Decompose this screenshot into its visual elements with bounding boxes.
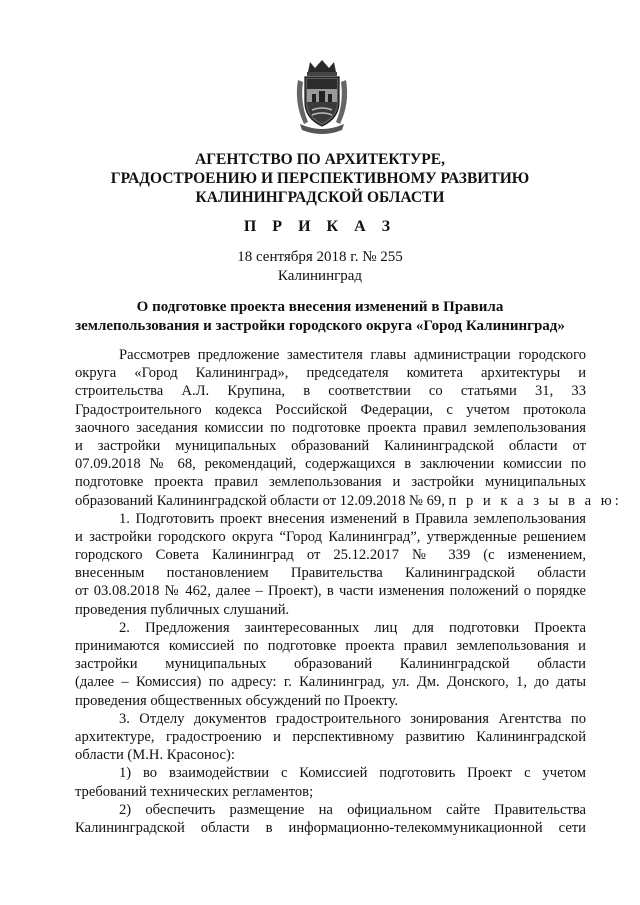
item-1-line: 1. Подготовить проект внесения изменений в Правила землепользования (119, 510, 586, 527)
document-body (75, 346, 622, 837)
coat-of-arms-emblem (292, 58, 352, 134)
agency-name-line: КАЛИНИНГРАДСКОЙ ОБЛАСТИ (195, 189, 445, 206)
item-1-line: и застройки городского округа “Город Калининград”, утвержденные решением (75, 528, 586, 545)
item-2-line: 2. Предложения заинтересованных лиц для подготовки Проекта (119, 619, 586, 636)
kaliningrad-coat-of-arms-icon (292, 58, 352, 134)
item-3-2-line: Калининградской области в информационно-телекоммуникационной сети (75, 819, 586, 836)
body-line: Рассмотрев предложение заместителя главы администрации городского (119, 347, 586, 363)
item-3-line: архитектуре, градостроению и перспективному развитию Калининградской (75, 728, 586, 745)
agency-name-line: ГРАДОСТРОЕНИЮ И ПЕРСПЕКТИВНОМУ РАЗВИТИЮ (110, 170, 530, 187)
item-3-line: области (М.Н. Красонос): (75, 747, 235, 764)
document-city: Калининград (277, 268, 363, 284)
item-1-line: внесенным постановлением Правительства Калининградской области (75, 565, 586, 582)
item-3-1-line: требований технических регламентов; (75, 783, 314, 800)
item-2-line: проведения общественных обсуждений по Проекту. (75, 692, 398, 709)
document-type-heading: П Р И К А З (243, 218, 397, 235)
item-2-line: (далее – Комиссия) по адресу: г. Калининград, ул. Дм. Донского, 1, до даты (75, 674, 586, 691)
intro-last-text: образований Калининградской области от 12.09.2018 № 69, (75, 492, 445, 509)
order-word: п р и к а з ы в а ю: (448, 492, 622, 509)
body-line: и застройки муниципальных образований Калининградской области от (75, 437, 586, 454)
item-1-line: от 03.08.2018 № 462, далее – Проект), в части изменения положений о порядке (75, 583, 586, 600)
subject-line: О подготовке проекта внесения изменений в Правила (136, 299, 504, 315)
item-3-1-line: 1) во взаимодействии с Комиссией подготовить Проект с учетом (119, 765, 586, 782)
agency-name (60, 150, 580, 207)
agency-name-line: АГЕНТСТВО ПО АРХИТЕКТУРЕ, (195, 151, 445, 168)
body-line-order (75, 492, 622, 510)
subject-line: землепользования и застройки городского округа «Город Калининград» (75, 318, 565, 334)
body-line: округа «Город Калининград», председателя комитета архитектуры и (75, 365, 586, 382)
document-subject (40, 298, 600, 336)
body-line: заочного заседания комиссии по подготовке проекта правил землепользования (75, 419, 586, 436)
item-2-line: принимаются комиссией по подготовке проекта правил землепользования и (75, 638, 586, 654)
body-line: подготовке проекта правил землепользования и застройки муниципальных (75, 474, 586, 491)
body-line: строительства А.Л. Крупина, в соответствии со статьями 31, 33 (75, 383, 586, 400)
item-3-line: 3. Отделу документов градостроительного зонирования Агентства по (119, 710, 586, 727)
item-1-line: городского Совета Калининград от 25.12.2017 № 339 (с изменением, (75, 547, 586, 564)
body-line: Градостроительного кодекса Российской Федерации, с учетом протокола (75, 401, 586, 418)
body-line: 07.09.2018 № 68, рекомендаций, содержащихся в заключении комиссии по (75, 456, 586, 473)
item-1-line: проведения публичных слушаний. (75, 601, 290, 618)
document-date-number: 18 сентября 2018 г. № 255 (237, 249, 403, 265)
item-2-line: застройки муниципальных образований Калининградской области (75, 656, 586, 673)
item-3-2-line: 2) обеспечить размещение на официальном сайте Правительства (119, 801, 586, 818)
